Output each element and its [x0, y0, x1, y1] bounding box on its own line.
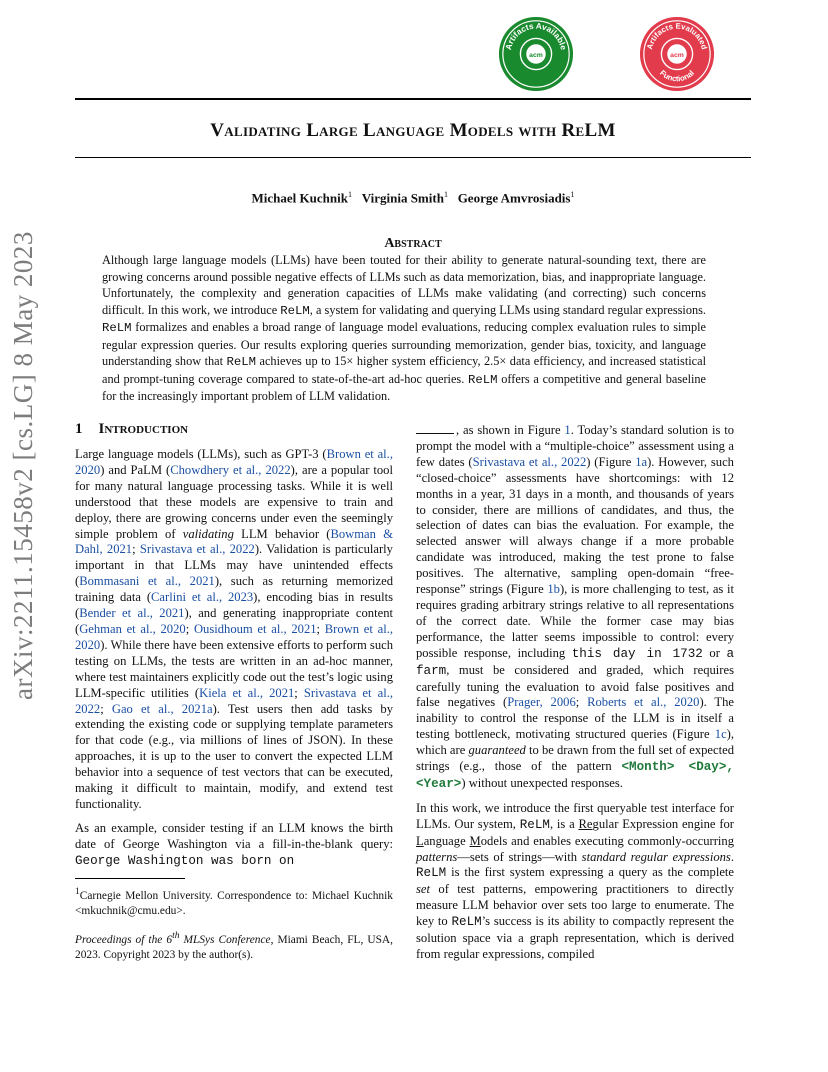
intro-paragraph: Large language models (LLMs), such as GPT-3 (Brown et al., 2020) and PaLM (Chowdhery et al., 2022), are a popular tool for many natural language processing tasks. While it is well understood that these models are expensive to train and deploy, there are growing concerns under even the seemingly simple problem of validating LLM behavior (Bowman & Dahl, 2021; Srivastava et al., 2022). Validation is particularly important in that LLMs may have unintended effects (Bommasani et al., 2021), such as returning memorized training data (Carlini et al., 2023), encoding bias in results (Bender et al., 2021), and generating inappropriate content (Gehman et al., 2020; Ousidhoum et al., 2021; Brown et al., 2020). While there have been extensive efforts to perform such testing on LLMs, the tests are written in an ad-hoc manner, where test maintainers explicitly code out the test’s logic using LLM-specific utilities (Kiela et al., 2021; Srivastava et al., 2022; Gao et al., 2021a). Test users then add tasks by extending the existing code or supplying template parameters for that code (e.g., via millions of lines of JSON). In these approaches, it is up to the user to convert the expected LLM behavior into a sequence of test vectors that can be executed, making it difficult to maintain, modify, and extend test functionality.	[75, 447, 393, 811]
abstract-body: Although large language models (LLMs) have been touted for their ability to generate natural-sounding text, there are growing concerns around possible negative effects of LLMs such as data memorization, bias, and inappropriate language. Unfortunately, the complexity and generation capacities of LLMs make validating (and correcting) such concerns difficult. In this work, we introduce ReLM, a system for validating and querying LLMs using standard regular expressions. ReLM formalizes and enables a broad range of language model evaluations, reducing complex evaluation rules to simple regular expression queries. Our results exploring queries surrounding memorization, gender bias, toxicity, and language understanding show that ReLM achieves up to 15× higher system efficiency, 2.5× data efficiency, and increased statistical and prompt-tuning coverage compared to state-of-the-art ad-hoc queries. ReLM offers a competitive and general baseline for the increasingly important problem of LLM validation.	[102, 253, 707, 403]
svg-text:acm: acm	[670, 51, 684, 59]
badge-artifacts-evaluated	[638, 15, 716, 98]
author-name: George Amvrosiadis	[457, 190, 571, 206]
paper-title: Validating Large Language Models with ReLM	[210, 120, 616, 141]
artifacts-evaluated-badge-icon	[638, 15, 716, 93]
author-list	[75, 190, 751, 206]
svg-text:Artifacts Available: Artifacts Available	[503, 21, 569, 51]
author-affiliation: 1	[347, 190, 352, 199]
abstract-heading: Abstract	[384, 236, 442, 251]
footnote-affiliation: $^1$Carnegie Mellon University. Correspondence to: Michael Kuchnik <mkuchnik@cmu.edu>.	[75, 887, 393, 917]
intro-paragraph: As an example, consider testing if an LLM knows the birth date of George Washington via a fill-in-the-blank query: George Washington was born on	[75, 820, 393, 868]
left-column	[75, 447, 393, 878]
badge-artifacts-available	[497, 15, 575, 98]
title-bottom-rule	[75, 157, 751, 158]
artifacts-available-badge-icon	[497, 15, 575, 93]
section-heading	[75, 421, 188, 438]
title-top-rule	[75, 98, 751, 100]
arxiv-identifier: arXiv:2211.15458v2 [cs.LG] 8 May 2023	[8, 231, 38, 700]
author-affiliation: 1	[443, 190, 448, 199]
proceedings-note: Proceedings of the 6th MLSys Conference, Miami Beach, FL, USA, 2023. Copyright 2023 by the author(s).	[75, 931, 393, 961]
intro-paragraph: In this work, we introduce the first queryable test interface for LLMs. Our system, ReLM, is a Regular Expression engine for Language Models and enables executing commonly-occurring patterns—sets of strings—with standard regular expressions. ReLM is the first system expressing a query as the complete set of test patterns, empowering practitioners to directly measure LLM behavior over sets too large to enumerate. The key to ReLM’s success is its ability to compactly represent the solution space via a graph representation, which is derived from regular expressions, compiled	[416, 800, 734, 961]
svg-text:Artifacts Evaluated: Artifacts Evaluated	[645, 21, 709, 51]
intro-paragraph: , as shown in Figure 1. Today’s standard solution is to prompt the model with a “multiple-choice” assessment using a few dates (Srivastava et al., 2022) (Figure 1a). However, such “closed-choice” assessments have shortcomings: with 12 months in a year, 31 days in a month, and thousands of years to consider, there are millions of candidates, and thus, the selection of dates can bias the evaluation. For example, the selected answer will always change if a more probable candidate was introduced, making the test prone to false positives. The alternative, sampling open-domain “free-response” strings (Figure 1b), is more challenging to test, as it requires grading arbitrary strings relative to all representations of the correct date. While the former case may bias performance, the latter seems impossible to control: every possible response, including this day in 1732 or a farm, must be considered and graded, which requires carefully tuning the evaluation to avoid false positives and false negatives (Prager, 2006; Roberts et al., 2020). The inability to control the response of the LLM is in itself a testing bottleneck, motivating structured queries (Figure 1c), which are guaranteed to be drawn from the full set of expected strings (e.g., those of the pattern <Month> <Day>, <Year>) without unexpected responses.	[416, 423, 734, 791]
author-name: Michael Kuchnik	[251, 190, 348, 206]
section-number: 1	[75, 421, 83, 437]
svg-text:acm: acm	[529, 51, 543, 59]
right-column	[416, 423, 734, 971]
author-name: Virginia Smith	[361, 190, 444, 206]
footnote-rule	[75, 878, 185, 879]
svg-text:Functional: Functional	[658, 68, 697, 84]
author-affiliation: 1	[570, 190, 575, 199]
section-title: Introduction	[98, 421, 189, 437]
